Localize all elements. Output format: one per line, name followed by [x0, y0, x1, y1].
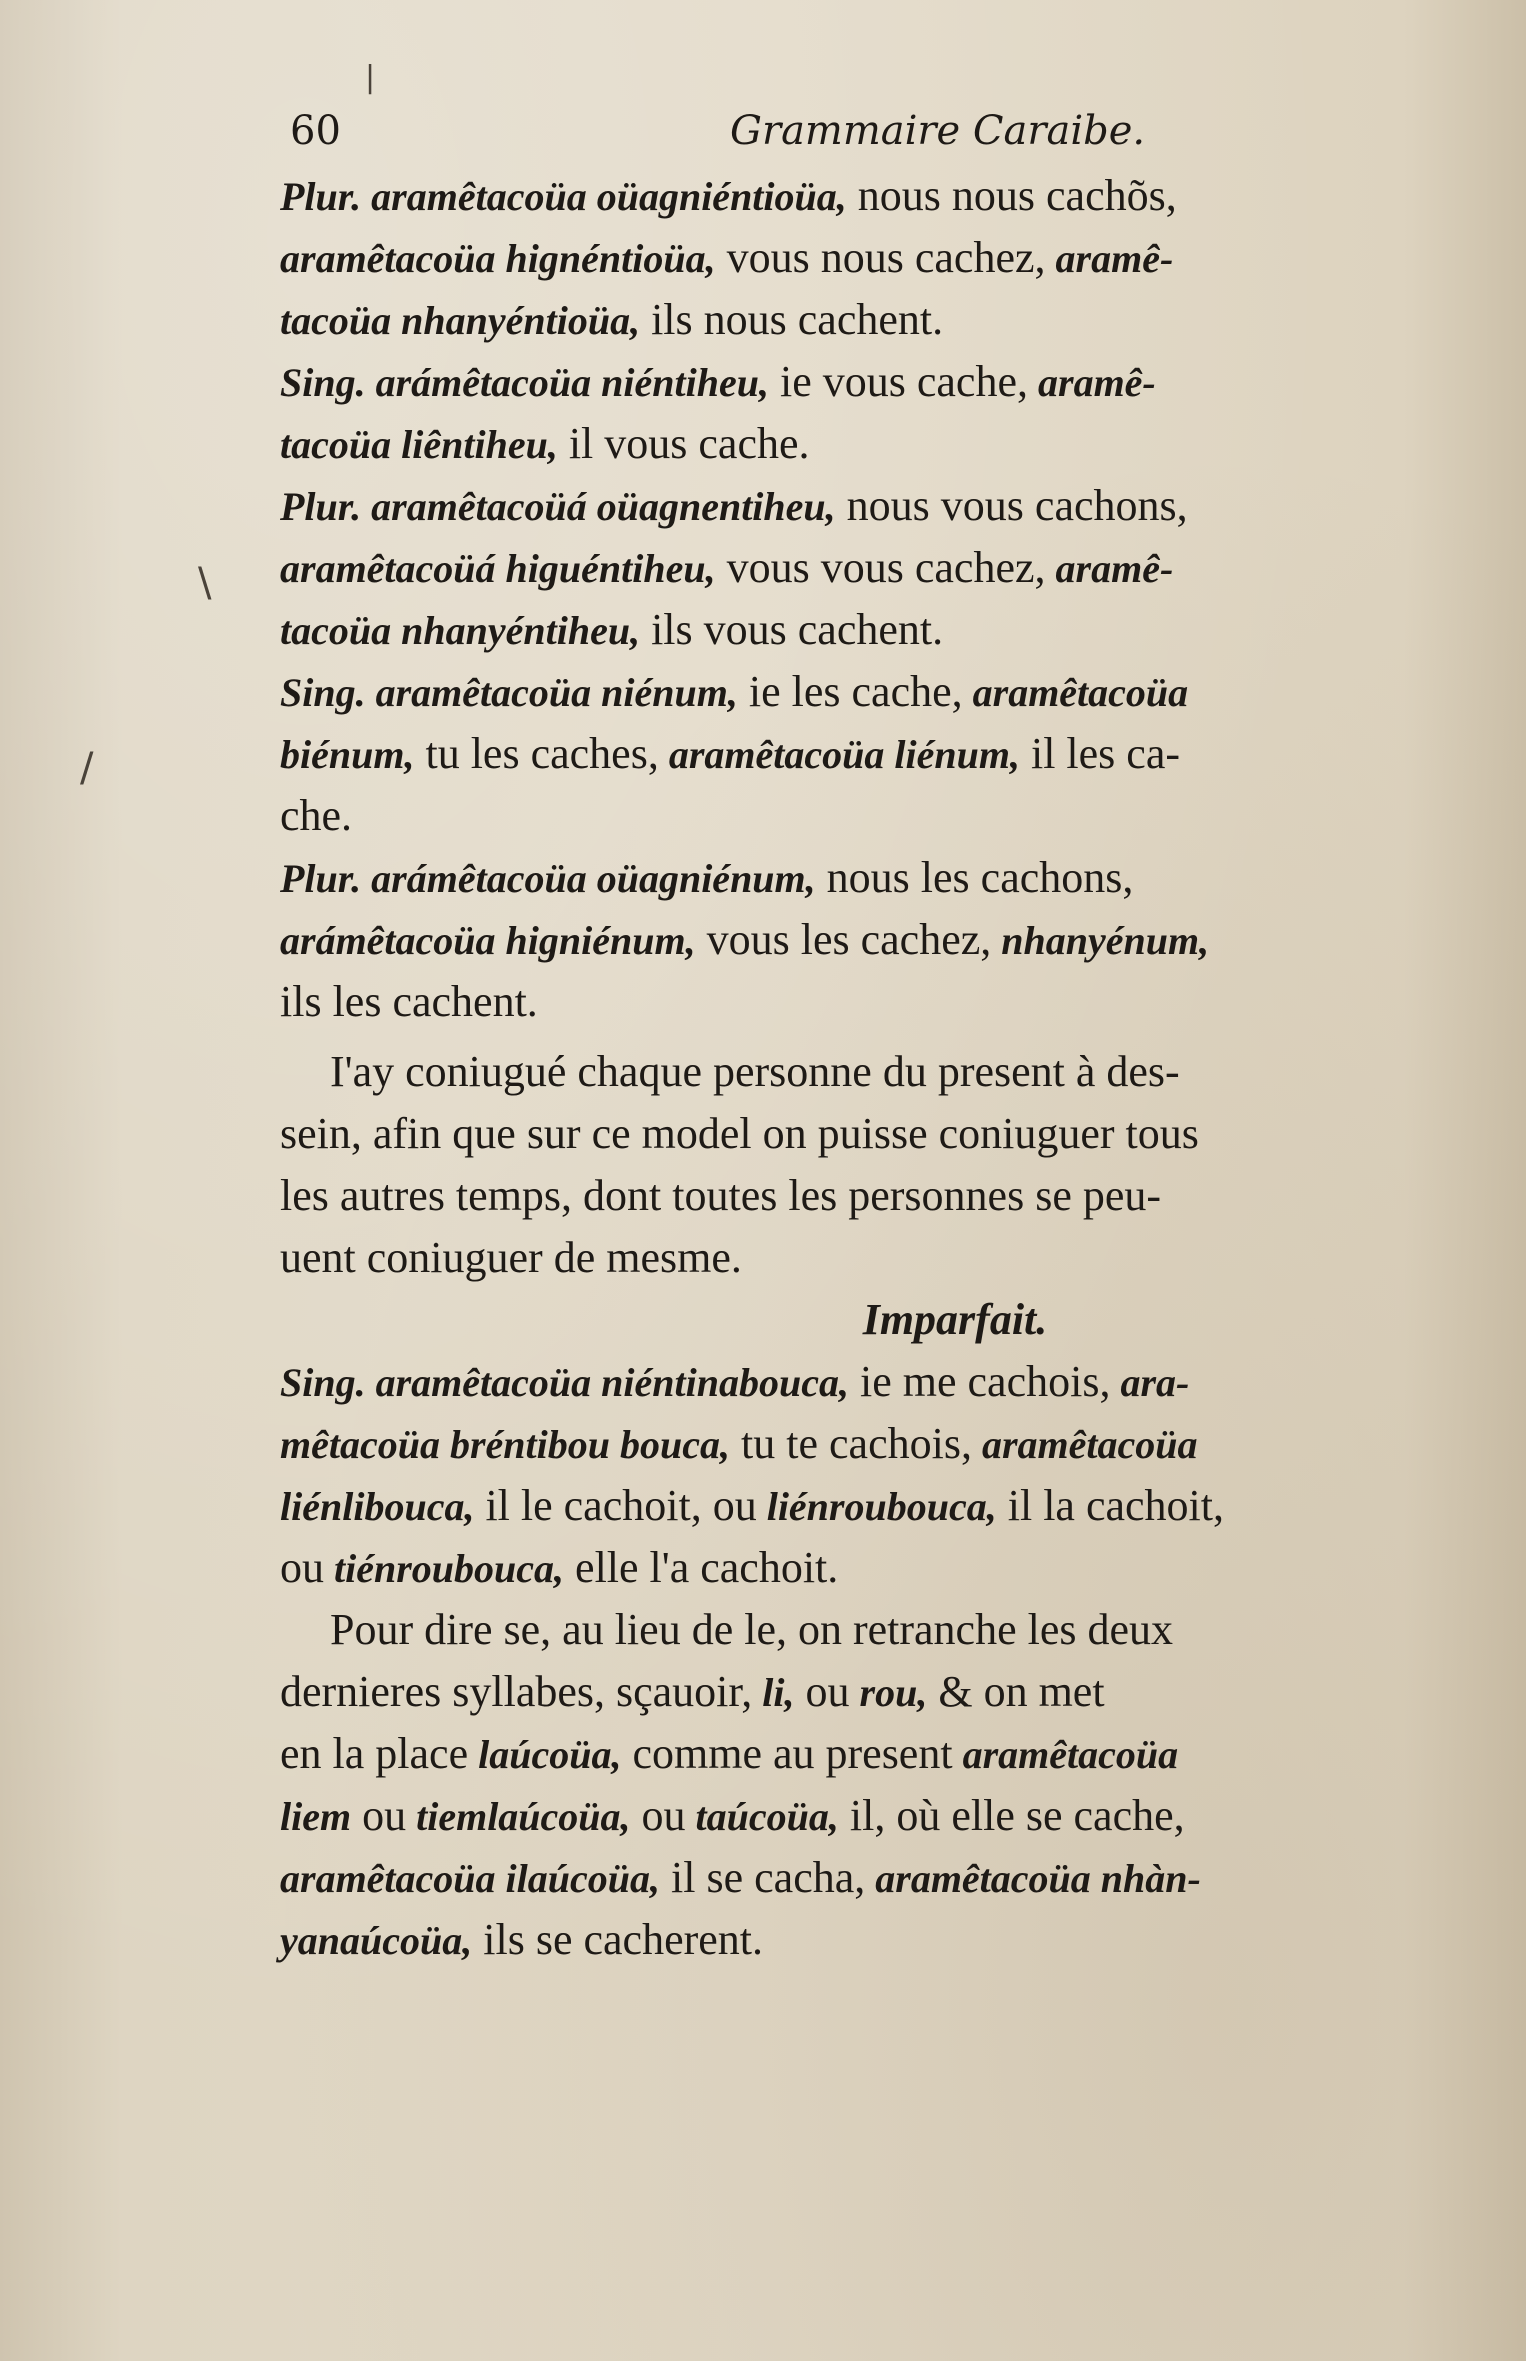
- margin-mark: |: [365, 60, 376, 95]
- text-line: [280, 909, 1490, 971]
- running-title: Grammaire Caraibe.: [730, 108, 1146, 154]
- page-header: [290, 108, 1290, 168]
- text-line: I'ay coniugué chaque personne du present à des-: [330, 1047, 1180, 1096]
- french-text: il vous cache.: [557, 419, 810, 468]
- carib-word: aramêtacoüa: [971, 1422, 1198, 1467]
- carib-word: li,: [752, 1670, 795, 1715]
- conjugation-present: [280, 165, 1490, 1033]
- french-text: che.: [280, 791, 353, 840]
- carib-word: aramê-: [1045, 546, 1174, 591]
- french-text: ou: [630, 1791, 686, 1840]
- carib-word: tiemlaúcoüa,: [406, 1794, 631, 1839]
- carib-word: mêtacoüa bréntibou bouca,: [280, 1422, 731, 1467]
- carib-word: aramêtacoüa oüagniéntioüa,: [361, 174, 847, 219]
- carib-word: aramêtacoüa niénum,: [365, 670, 738, 715]
- text-line: [280, 227, 1490, 289]
- text-line: [280, 661, 1490, 723]
- text-line: [280, 723, 1490, 785]
- text-line: [280, 413, 1490, 475]
- carib-word: tacoüa nhanyéntiheu,: [280, 608, 641, 653]
- carib-word: aramêtacoüa hignéntioüa,: [280, 236, 716, 281]
- carib-word: aramê-: [1028, 360, 1156, 405]
- text-line: [280, 847, 1490, 909]
- margin-mark: \: [198, 560, 212, 606]
- carib-word: liénroubouca,: [756, 1484, 997, 1529]
- text-line: [280, 1785, 1490, 1847]
- text-line: [280, 1475, 1490, 1537]
- number-label: Sing.: [280, 670, 366, 715]
- page-number: 60: [290, 108, 341, 154]
- number-label: Plur.: [280, 484, 362, 529]
- french-text: ils nous cachent.: [640, 295, 944, 344]
- carib-word: laúcoüa,: [468, 1732, 622, 1777]
- carib-word: arámêtacoüa niéntiheu,: [365, 360, 769, 405]
- french-text: ils les cachent.: [280, 977, 538, 1026]
- carib-word: aramêtacoüa: [952, 1732, 1179, 1777]
- french-text: ie vous cache,: [769, 357, 1028, 406]
- carib-word: tiénroubouca,: [324, 1546, 565, 1591]
- carib-word: nhanyénum,: [991, 918, 1210, 963]
- french-text: il les ca-: [1019, 729, 1181, 778]
- french-text: vous les cachez,: [695, 915, 992, 964]
- paragraph-reflexive: [280, 1599, 1490, 1971]
- text-line: [280, 289, 1490, 351]
- text-line: [280, 599, 1490, 661]
- section-heading-imparfait: Imparfait.: [862, 1295, 1048, 1344]
- french-text: Pour dire se, au lieu de le, on retranche les deux: [330, 1605, 1174, 1654]
- carib-word: aramê-: [1045, 236, 1174, 281]
- text-line: [280, 1413, 1490, 1475]
- french-text: ie les cache,: [737, 667, 963, 716]
- french-text: comme au present: [621, 1729, 953, 1778]
- french-text: nous nous cachõs,: [846, 171, 1177, 220]
- french-text: tu les caches,: [414, 729, 659, 778]
- carib-word: arámêtacoüa higniénum,: [280, 918, 696, 963]
- carib-word: ara-: [1110, 1360, 1190, 1405]
- french-text: il le cachoit, ou: [474, 1481, 757, 1530]
- text-line: [280, 537, 1490, 599]
- number-label: Plur.: [280, 174, 362, 219]
- page-body: [280, 165, 1490, 1971]
- carib-word: liénlibouca,: [280, 1484, 475, 1529]
- french-text: & on met: [927, 1667, 1105, 1716]
- text-line: [280, 785, 1490, 847]
- number-label: Sing.: [280, 1360, 366, 1405]
- french-text: ils vous cachent.: [640, 605, 944, 654]
- text-line: [280, 1723, 1490, 1785]
- text-line: [280, 1847, 1490, 1909]
- text-line: [280, 1661, 1490, 1723]
- french-text: ie me cachois,: [849, 1357, 1111, 1406]
- french-text: ou: [351, 1791, 407, 1840]
- text-line: [280, 165, 1490, 227]
- text-line: [280, 1909, 1490, 1971]
- carib-word: biénum,: [280, 732, 415, 777]
- number-label: Plur.: [280, 856, 362, 901]
- french-text: ou: [280, 1543, 324, 1592]
- carib-word: tacoüa nhanyéntioüa,: [280, 298, 641, 343]
- french-text: il se cacha,: [660, 1853, 866, 1902]
- text-line: [280, 475, 1490, 537]
- carib-word: aramêtacoüa: [962, 670, 1189, 715]
- french-text: elle l'a cachoit.: [564, 1543, 839, 1592]
- french-text: tu te cachois,: [730, 1419, 972, 1468]
- carib-word: taúcoüa,: [685, 1794, 839, 1839]
- french-text: ils se cacherent.: [472, 1915, 763, 1964]
- carib-word: yanaúcoüa,: [280, 1918, 473, 1963]
- text-line: les autres temps, dont toutes les personnes se peu-: [280, 1171, 1162, 1220]
- french-text: ou: [794, 1667, 850, 1716]
- text-line: [280, 351, 1490, 413]
- carib-word: aramêtacoüa liénum,: [658, 732, 1020, 777]
- number-label: Sing.: [280, 360, 366, 405]
- carib-word: aramêtacoüa ilaúcoüa,: [280, 1856, 661, 1901]
- french-text: nous les cachons,: [815, 853, 1134, 902]
- text-line: sein, afin que sur ce model on puisse coniuguer tous: [280, 1109, 1199, 1158]
- french-text: nous vous cachons,: [835, 481, 1188, 530]
- carib-word: aramêtacoüa nhàn-: [865, 1856, 1201, 1901]
- margin-mark: /: [80, 745, 94, 791]
- conjugation-imparfait: [280, 1351, 1490, 1599]
- text-line: [280, 1351, 1490, 1413]
- text-line: uent coniuguer de mesme.: [280, 1233, 742, 1282]
- carib-word: tacoüa liêntiheu,: [280, 422, 558, 467]
- french-text: en la place: [280, 1729, 469, 1778]
- carib-word: arámêtacoüa oüagniénum,: [361, 856, 816, 901]
- paragraph-explanation: [280, 1041, 1490, 1289]
- carib-word: aramêtacoüá oüagnentiheu,: [361, 484, 836, 529]
- french-text: dernieres syllabes, sçauoir,: [280, 1667, 753, 1716]
- text-line: [280, 1599, 1490, 1661]
- carib-word: aramêtacoüá higuéntiheu,: [280, 546, 716, 591]
- text-line: [280, 1537, 1490, 1599]
- carib-word: liem: [280, 1794, 352, 1839]
- carib-word: rou,: [849, 1670, 928, 1715]
- carib-word: aramêtacoüa niéntinabouca,: [365, 1360, 849, 1405]
- french-text: il la cachoit,: [996, 1481, 1224, 1530]
- french-text: vous vous cachez,: [715, 543, 1046, 592]
- text-line: [280, 971, 1490, 1033]
- french-text: il, où elle se cache,: [838, 1791, 1185, 1840]
- french-text: vous nous cachez,: [715, 233, 1046, 282]
